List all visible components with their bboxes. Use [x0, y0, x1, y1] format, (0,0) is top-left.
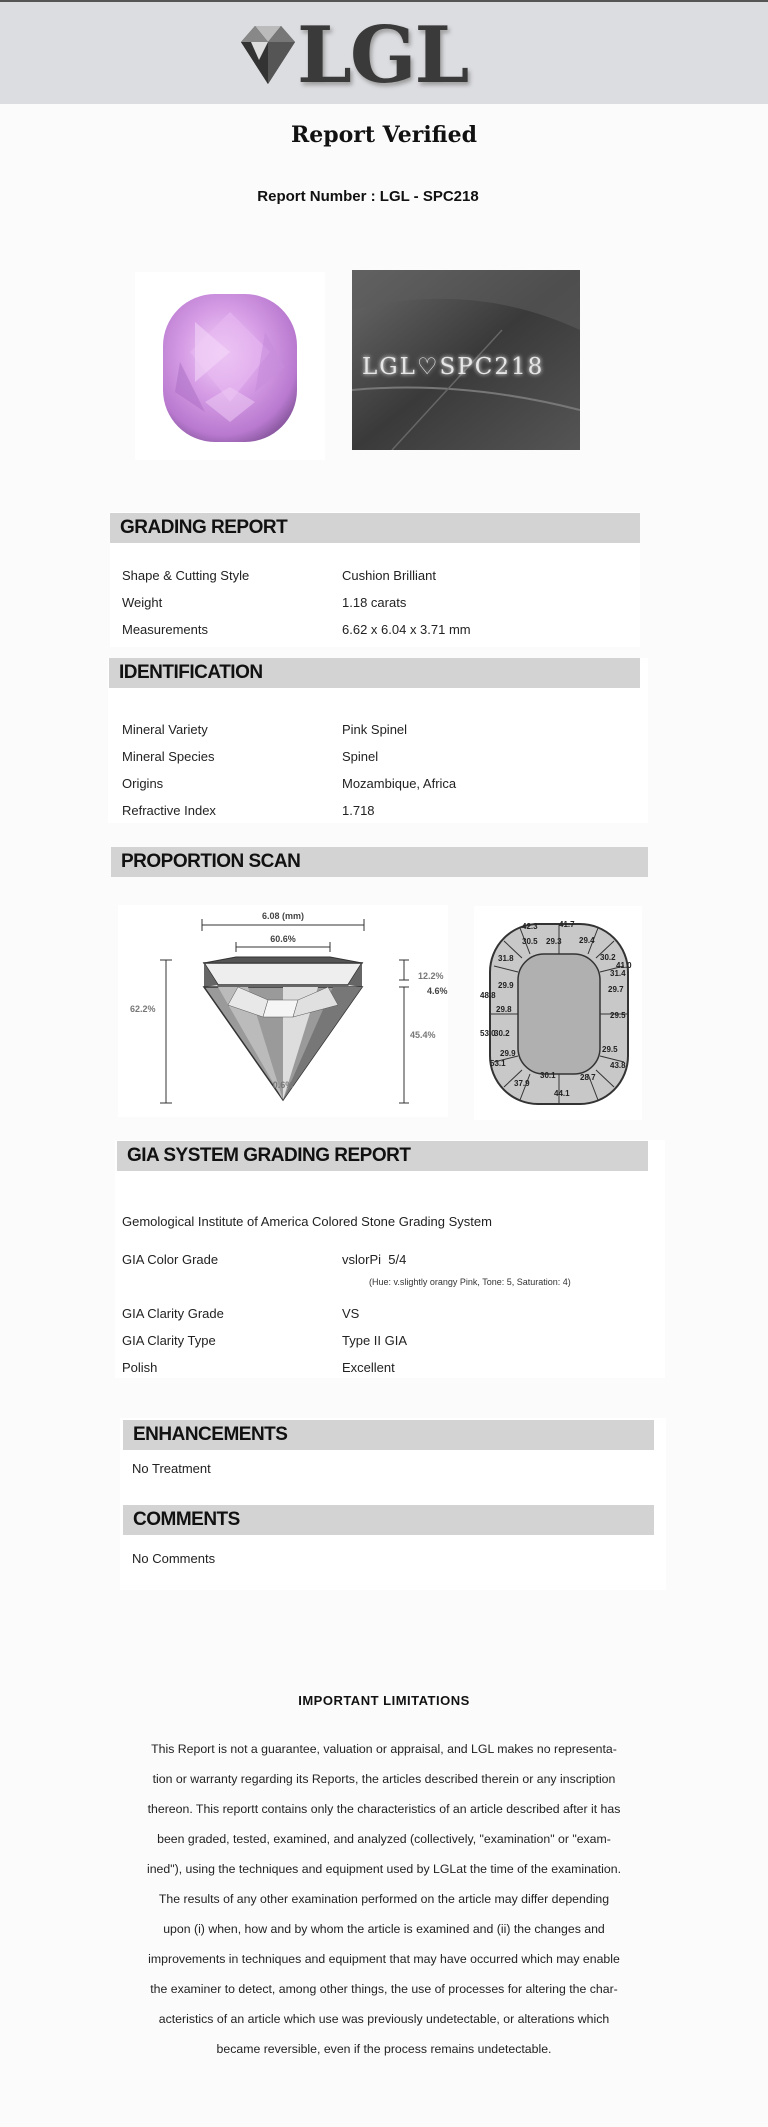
culet-label: 0.6%	[272, 1080, 294, 1090]
gia-label-clarity: GIA Clarity Grade	[122, 1306, 224, 1321]
side-profile-diagram	[118, 905, 448, 1117]
limitations-line: tion or warranty regarding its Reports, the articles described therein or any inscription	[152, 1772, 616, 1786]
id-label-species: Mineral Species	[122, 749, 215, 764]
limitations-line: acteristics of an article which use was previously undetectable, or alterations which	[158, 2012, 610, 2026]
pavilion-label: 45.4%	[410, 1030, 436, 1040]
top-value: 30.1	[540, 1071, 556, 1080]
gia-value-clarity: VS	[342, 1306, 360, 1321]
top-value: 37.9	[514, 1079, 530, 1088]
top-value: 29.8	[496, 1005, 512, 1014]
limitations-line: This Report is not a guarantee, valuation or appraisal, and LGL makes no representa-	[151, 1742, 617, 1756]
comments-heading: COMMENTS	[123, 1505, 654, 1535]
crown-label: 12.2%	[418, 971, 444, 981]
top-value: 29.7	[608, 985, 624, 994]
limitations-text	[115, 1734, 653, 2064]
grading-report-heading: GRADING REPORT	[110, 513, 640, 543]
laser-inscription: LGL♡SPC218	[362, 354, 545, 380]
id-label-refractive: Refractive Index	[122, 803, 216, 818]
lgl-logo	[235, 10, 485, 101]
top-value: 29.9	[498, 981, 514, 990]
limitations-line: been graded, tested, examined, and analyzed (collectively, "examination" or "exam-	[157, 1832, 611, 1846]
gem-photo	[135, 272, 325, 460]
top-value: 41.0	[616, 961, 632, 970]
gia-value-polish: Excellent	[342, 1360, 395, 1375]
identification-heading: IDENTIFICATION	[109, 658, 640, 688]
id-value-origins: Mozambique, Africa	[342, 776, 457, 791]
limitations-line: The results of any other examination performed on the article may differ depending	[158, 1892, 610, 1906]
top-value: 41.7	[559, 920, 575, 929]
id-value-variety: Pink Spinel	[342, 722, 408, 737]
grading-value-measurements: 6.62 x 6.04 x 3.71 mm	[342, 622, 471, 637]
grading-label-shape: Shape & Cutting Style	[122, 568, 250, 583]
girdle-label: 4.6%	[427, 986, 448, 996]
grading-label-weight: Weight	[122, 595, 163, 610]
top-value: 29.3	[546, 937, 562, 946]
top-value: 31.4	[610, 969, 626, 978]
top-value: 29.5	[602, 1045, 618, 1054]
gia-label-color: GIA Color Grade	[122, 1252, 219, 1267]
gia-label-polish: Polish	[122, 1360, 158, 1375]
top-value: 43.8	[610, 1061, 626, 1070]
limitations-heading: IMPORTANT LIMITATIONS	[298, 1693, 470, 1708]
limitations-line: became reversible, even if the process remains undetectable.	[216, 2042, 552, 2056]
top-value: 42.3	[522, 922, 538, 931]
depth-label: 62.2%	[130, 1004, 156, 1014]
id-value-refractive: 1.718	[342, 803, 375, 818]
top-value: 30.2	[600, 953, 616, 962]
width-label: 6.08 (mm)	[261, 911, 305, 921]
id-value-species: Spinel	[342, 749, 379, 764]
table-label: 60.6%	[270, 934, 296, 944]
gia-value-color: vslorPi 5/4	[342, 1252, 407, 1267]
limitations-line: upon (i) when, how and by whom the article is examined and (ii) the changes and	[163, 1922, 605, 1936]
top-value: 29.9	[500, 1049, 516, 1058]
proportion-scan-heading: PROPORTION SCAN	[111, 847, 648, 877]
top-value: 28.7	[580, 1073, 596, 1082]
grading-value-shape: Cushion Brilliant	[342, 568, 436, 583]
gia-heading: GIA SYSTEM GRADING REPORT	[117, 1141, 648, 1171]
limitations-line: ined"), using the techniques and equipment used by LGLat the time of the examination.	[146, 1862, 621, 1876]
id-label-variety: Mineral Variety	[122, 722, 208, 737]
grading-label-measurements: Measurements	[122, 622, 208, 637]
report-number: Report Number : LGL - SPC218	[257, 188, 479, 205]
gia-label-clarity-type: GIA Clarity Type	[122, 1333, 216, 1348]
top-value: 48.8	[480, 991, 496, 1000]
top-value: 44.1	[554, 1089, 570, 1098]
gia-system-text: Gemological Institute of America Colored Stone Grading System	[122, 1214, 492, 1229]
top-value: 30.2	[494, 1029, 510, 1038]
limitations-line: thereon. This reportt contains only the characteristics of an article described after it has	[147, 1802, 621, 1816]
enhancements-text: No Treatment	[132, 1461, 211, 1476]
limitations-line: the examiner to detect, among other things, the use of processes for altering the char-	[150, 1982, 618, 1996]
top-value: 29.5	[610, 1011, 626, 1020]
limitations-line: improvements in techniques and equipment that may have occurred which may enable	[148, 1952, 620, 1966]
enhancements-heading: ENHANCEMENTS	[123, 1420, 654, 1450]
gia-value-clarity-type: Type II GIA	[342, 1333, 408, 1348]
page-title: Report Verified	[290, 122, 478, 148]
top-value: 30.5	[522, 937, 538, 946]
logo-text: LGL	[297, 10, 468, 101]
top-value: 53.0	[480, 1029, 496, 1038]
comments-text: No Comments	[132, 1551, 216, 1566]
gia-color-note: (Hue: v.slightly orangy Pink, Tone: 5, Saturation: 4)	[369, 1277, 571, 1287]
id-label-origins: Origins	[122, 776, 164, 791]
top-value: 29.4	[579, 936, 595, 945]
header-banner	[0, 0, 768, 104]
inscription-photo	[352, 270, 580, 450]
diamond-logo-icon	[235, 20, 301, 90]
top-view-diagram	[474, 906, 642, 1120]
grading-value-weight: 1.18 carats	[342, 595, 407, 610]
top-value: 53.1	[490, 1059, 506, 1068]
top-value: 31.8	[498, 954, 514, 963]
